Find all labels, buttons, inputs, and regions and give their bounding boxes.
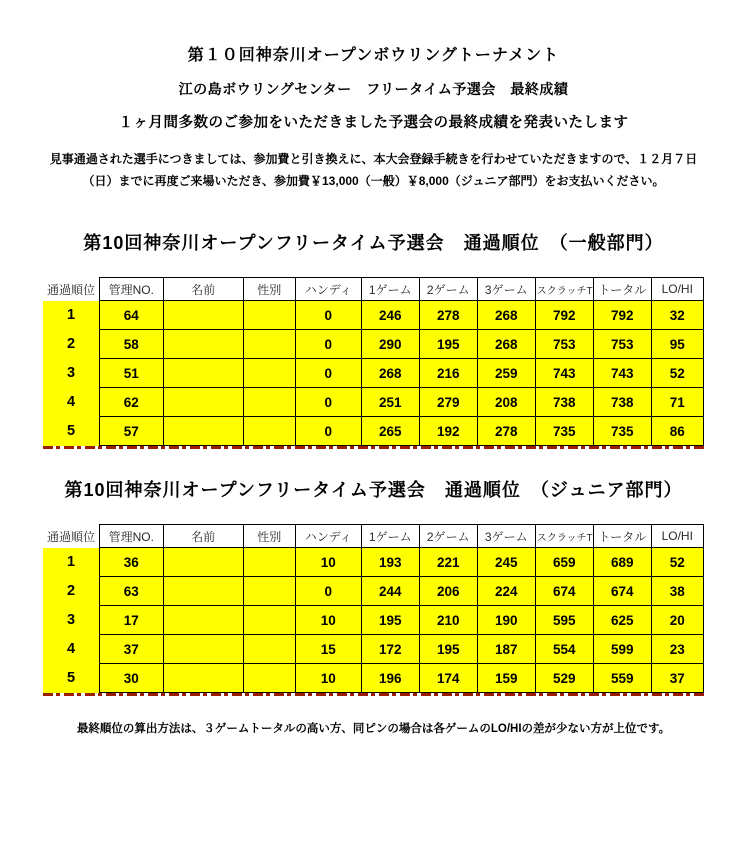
column-header: スクラッチT bbox=[535, 278, 593, 301]
column-header: 名前 bbox=[163, 278, 243, 301]
data-cell bbox=[243, 577, 295, 606]
result-row bbox=[43, 635, 703, 664]
subtitle-announcement: １ヶ月間多数のご参加をいただきました予選会の最終成績を発表いたします bbox=[118, 115, 629, 131]
data-cell: 10 bbox=[295, 606, 361, 635]
data-cell: 36 bbox=[99, 548, 163, 577]
data-cell: 172 bbox=[361, 635, 419, 664]
data-cell: 37 bbox=[651, 664, 703, 693]
data-cell: 57 bbox=[99, 417, 163, 446]
data-cell: 792 bbox=[593, 301, 651, 330]
data-cell: 625 bbox=[593, 606, 651, 635]
column-header: 1ゲーム bbox=[361, 525, 419, 548]
footer-note: 最終順位の算出方法は、３ゲームトータルの高い方、同ピンの場合は各ゲームのLO/HIの差が少ない方が上位です。 bbox=[76, 723, 671, 736]
data-cell: 51 bbox=[99, 359, 163, 388]
result-row bbox=[43, 417, 703, 446]
data-cell: 245 bbox=[477, 548, 535, 577]
rank-cell: 5 bbox=[43, 664, 99, 693]
data-cell: 265 bbox=[361, 417, 419, 446]
data-cell: 0 bbox=[295, 330, 361, 359]
data-cell: 659 bbox=[535, 548, 593, 577]
data-cell: 38 bbox=[651, 577, 703, 606]
data-cell: 221 bbox=[419, 548, 477, 577]
cut-line bbox=[43, 446, 705, 449]
result-row bbox=[43, 359, 703, 388]
data-cell: 20 bbox=[651, 606, 703, 635]
rank-cell: 4 bbox=[43, 635, 99, 664]
data-cell: 753 bbox=[535, 330, 593, 359]
result-row bbox=[43, 606, 703, 635]
data-cell: 743 bbox=[535, 359, 593, 388]
data-cell: 674 bbox=[593, 577, 651, 606]
column-header: 通過順位 bbox=[43, 525, 99, 548]
registration-notice bbox=[0, 148, 747, 192]
data-cell: 58 bbox=[99, 330, 163, 359]
table-header-row bbox=[43, 278, 703, 301]
result-row bbox=[43, 301, 703, 330]
data-cell bbox=[243, 417, 295, 446]
registration-notice-line1: 見事通過された選手につきましては、参加費と引き換えに、本大会登録手続きを行わせていただきますので、１２月７日 bbox=[49, 152, 698, 166]
data-cell: 268 bbox=[477, 330, 535, 359]
data-cell: 86 bbox=[651, 417, 703, 446]
data-cell: 206 bbox=[419, 577, 477, 606]
rank-cell: 4 bbox=[43, 388, 99, 417]
column-header: スクラッチT bbox=[535, 525, 593, 548]
data-cell bbox=[243, 330, 295, 359]
data-cell bbox=[163, 359, 243, 388]
data-cell: 10 bbox=[295, 664, 361, 693]
data-cell: 279 bbox=[419, 388, 477, 417]
data-cell: 738 bbox=[593, 388, 651, 417]
data-cell: 529 bbox=[535, 664, 593, 693]
data-cell: 64 bbox=[99, 301, 163, 330]
data-cell bbox=[163, 635, 243, 664]
data-cell: 30 bbox=[99, 664, 163, 693]
data-cell: 599 bbox=[593, 635, 651, 664]
data-cell: 62 bbox=[99, 388, 163, 417]
data-cell: 259 bbox=[477, 359, 535, 388]
data-cell bbox=[243, 301, 295, 330]
data-cell: 595 bbox=[535, 606, 593, 635]
data-cell bbox=[163, 330, 243, 359]
column-header: トータル bbox=[593, 525, 651, 548]
section-title-junior: 第10回神奈川オープンフリータイム予選会 通過順位 （ジュニア部門） bbox=[64, 480, 683, 501]
column-header: 名前 bbox=[163, 525, 243, 548]
data-cell bbox=[163, 417, 243, 446]
subtitle-venue: 江の島ボウリングセンター フリータイム予選会 最終成績 bbox=[178, 81, 569, 97]
data-cell: 37 bbox=[99, 635, 163, 664]
data-cell: 246 bbox=[361, 301, 419, 330]
rank-cell: 5 bbox=[43, 417, 99, 446]
data-cell: 208 bbox=[477, 388, 535, 417]
column-header: ハンディ bbox=[295, 278, 361, 301]
column-header: LO/HI bbox=[651, 278, 703, 301]
data-cell bbox=[163, 606, 243, 635]
column-header: 1ゲーム bbox=[361, 278, 419, 301]
rank-cell: 1 bbox=[43, 548, 99, 577]
registration-notice-line2: （日）までに再度ご来場いただき、参加費￥13,000（一般）￥8,000（ジュニア部門）をお支払いください。 bbox=[82, 174, 665, 189]
cut-line bbox=[43, 693, 705, 696]
data-cell bbox=[163, 577, 243, 606]
data-cell: 244 bbox=[361, 577, 419, 606]
results-page bbox=[0, 42, 747, 844]
data-cell: 743 bbox=[593, 359, 651, 388]
data-cell: 10 bbox=[295, 548, 361, 577]
data-cell: 193 bbox=[361, 548, 419, 577]
data-cell: 196 bbox=[361, 664, 419, 693]
data-cell: 554 bbox=[535, 635, 593, 664]
data-cell: 195 bbox=[361, 606, 419, 635]
data-cell bbox=[243, 606, 295, 635]
result-row bbox=[43, 577, 703, 606]
data-cell: 71 bbox=[651, 388, 703, 417]
results-table-junior bbox=[43, 524, 704, 693]
data-cell: 216 bbox=[419, 359, 477, 388]
data-cell: 251 bbox=[361, 388, 419, 417]
result-row bbox=[43, 388, 703, 417]
data-cell: 559 bbox=[593, 664, 651, 693]
results-table-general bbox=[43, 277, 704, 446]
data-cell: 0 bbox=[295, 388, 361, 417]
data-cell: 689 bbox=[593, 548, 651, 577]
column-header: 2ゲーム bbox=[419, 278, 477, 301]
column-header: 3ゲーム bbox=[477, 525, 535, 548]
data-cell: 187 bbox=[477, 635, 535, 664]
data-cell: 95 bbox=[651, 330, 703, 359]
data-cell: 278 bbox=[477, 417, 535, 446]
column-header: 管理NO. bbox=[99, 278, 163, 301]
data-cell: 735 bbox=[593, 417, 651, 446]
data-cell: 0 bbox=[295, 359, 361, 388]
rank-cell: 3 bbox=[43, 359, 99, 388]
data-cell: 63 bbox=[99, 577, 163, 606]
rank-cell: 2 bbox=[43, 330, 99, 359]
data-cell: 52 bbox=[651, 548, 703, 577]
data-cell: 159 bbox=[477, 664, 535, 693]
data-cell: 224 bbox=[477, 577, 535, 606]
data-cell bbox=[243, 664, 295, 693]
data-cell: 174 bbox=[419, 664, 477, 693]
data-cell: 674 bbox=[535, 577, 593, 606]
column-header: 通過順位 bbox=[43, 278, 99, 301]
section-title-general: 第10回神奈川オープンフリータイム予選会 通過順位 （一般部門） bbox=[83, 233, 664, 254]
column-header: トータル bbox=[593, 278, 651, 301]
data-cell bbox=[243, 635, 295, 664]
data-cell: 735 bbox=[535, 417, 593, 446]
data-cell bbox=[163, 301, 243, 330]
result-row bbox=[43, 330, 703, 359]
data-cell: 278 bbox=[419, 301, 477, 330]
data-cell: 0 bbox=[295, 577, 361, 606]
table-header-row bbox=[43, 525, 703, 548]
data-cell bbox=[163, 664, 243, 693]
data-cell: 23 bbox=[651, 635, 703, 664]
data-cell: 0 bbox=[295, 417, 361, 446]
rank-cell: 1 bbox=[43, 301, 99, 330]
data-cell: 192 bbox=[419, 417, 477, 446]
column-header: ハンディ bbox=[295, 525, 361, 548]
data-cell: 792 bbox=[535, 301, 593, 330]
data-cell: 195 bbox=[419, 330, 477, 359]
data-cell: 268 bbox=[361, 359, 419, 388]
data-cell: 210 bbox=[419, 606, 477, 635]
data-cell: 190 bbox=[477, 606, 535, 635]
data-cell: 738 bbox=[535, 388, 593, 417]
rank-cell: 3 bbox=[43, 606, 99, 635]
data-cell: 268 bbox=[477, 301, 535, 330]
data-cell: 0 bbox=[295, 301, 361, 330]
data-cell bbox=[243, 548, 295, 577]
column-header: LO/HI bbox=[651, 525, 703, 548]
data-cell: 290 bbox=[361, 330, 419, 359]
result-row bbox=[43, 664, 703, 693]
data-cell: 32 bbox=[651, 301, 703, 330]
page-title: 第１０回神奈川オープンボウリングトーナメント bbox=[187, 47, 560, 64]
column-header: 管理NO. bbox=[99, 525, 163, 548]
column-header: 2ゲーム bbox=[419, 525, 477, 548]
data-cell: 753 bbox=[593, 330, 651, 359]
column-header: 性別 bbox=[243, 278, 295, 301]
data-cell bbox=[243, 359, 295, 388]
data-cell bbox=[243, 388, 295, 417]
result-row bbox=[43, 548, 703, 577]
column-header: 性別 bbox=[243, 525, 295, 548]
column-header: 3ゲーム bbox=[477, 278, 535, 301]
data-cell bbox=[163, 548, 243, 577]
data-cell: 17 bbox=[99, 606, 163, 635]
data-cell: 52 bbox=[651, 359, 703, 388]
data-cell: 195 bbox=[419, 635, 477, 664]
rank-cell: 2 bbox=[43, 577, 99, 606]
data-cell: 15 bbox=[295, 635, 361, 664]
data-cell bbox=[163, 388, 243, 417]
